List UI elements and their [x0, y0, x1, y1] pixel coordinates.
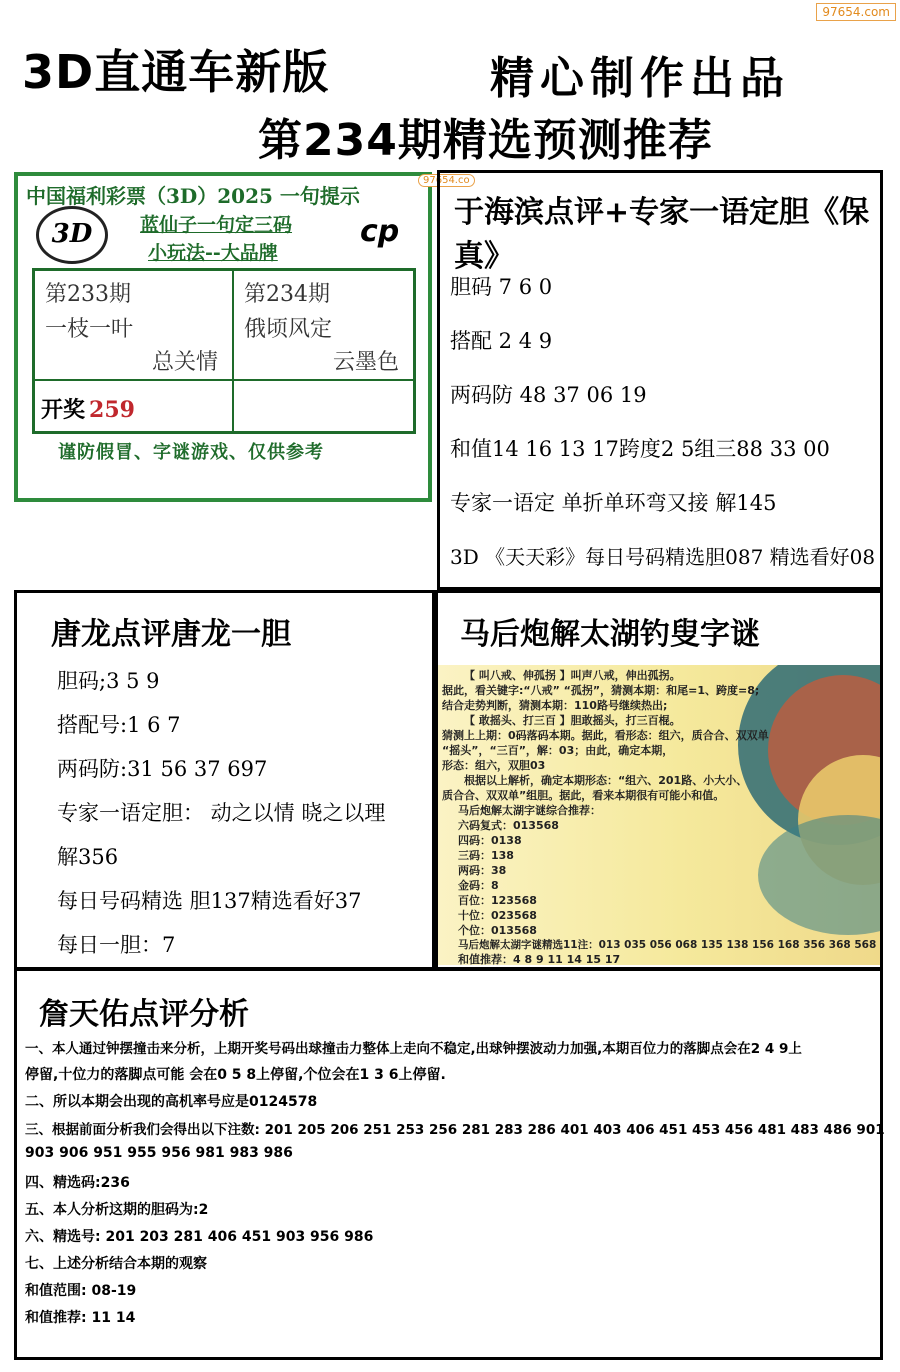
tang-line-2: 搭配号:1 6 7	[57, 713, 181, 737]
yu-line-2: 搭配 2 4 9	[450, 329, 553, 353]
zhan-line-11: 和值推荐: 11 14	[25, 1310, 136, 1326]
zhan-line-4: 三、根据前面分析我们会得出以下注数: 201 205 206 251 253 256 281 283 286 401 403 406 451 453 456 481 483 486 901	[25, 1122, 885, 1138]
site-watermark: 97654.com	[816, 3, 896, 21]
page-subtitle: 第234期精选预测推荐	[258, 115, 713, 166]
ma-line-15: 金码：8	[458, 879, 499, 892]
tang-line-7: 每日一胆：7	[57, 933, 176, 957]
curr-hint-a: 俄顷风定	[244, 317, 333, 342]
3d-logo-text: 3D	[51, 219, 93, 249]
tang-line-4: 专家一语定胆： 动之以情 晓之以理	[57, 801, 386, 825]
ma-line-6: “摇头”，“三百”，解：03；由此，确定本期，	[442, 744, 674, 757]
tang-line-1: 胆码;3 5 9	[57, 669, 160, 693]
zhan-line-1: 一、本人通过钟摆撞击来分析，上期开奖号码出球撞击力整体上走向不稳定,出球钟摆波动力加强,本期百位力的落脚点会在2 4 9上	[25, 1041, 802, 1057]
yu-line-3: 两码防 48 37 06 19	[450, 383, 647, 407]
prev-hint-a: 一枝一叶	[45, 317, 134, 342]
curr-period-label: 第234期	[244, 282, 330, 307]
ma-line-13: 三码：138	[458, 849, 514, 862]
zhan-line-2: 停留,十位力的落脚点可能 会在0 5 8上停留,个位会在1 3 6上停留.	[25, 1067, 446, 1083]
ma-line-14: 两码：38	[458, 864, 507, 877]
ma-line-3: 结合走势判断，猜测本期：110路号继续热出;	[442, 699, 668, 712]
curr-period-cell	[233, 270, 414, 380]
tang-long-section	[14, 590, 435, 970]
zhan-heading: 詹天佑点评分析	[39, 997, 249, 1032]
zhan-line-10: 和值范围: 08-19	[25, 1283, 137, 1299]
ma-line-20: 和值推荐：4 8 9 11 14 15 17	[458, 953, 621, 965]
tang-line-5: 解356	[57, 845, 119, 869]
page-title-left: 3D直通车新版	[22, 45, 330, 99]
ma-line-4: 【 敢摇头、打三百 】胆敢摇头，打三百棍。	[464, 714, 681, 727]
yu-line-6: 3D 《天天彩》每日号码精选胆087 精选看好08	[450, 545, 876, 569]
ma-line-2: 据此，看关键字:“八戒” “孤拐”，猜测本期：和尾=1、跨度=8;	[442, 684, 760, 697]
ma-line-12: 四码：0138	[458, 834, 522, 847]
card-header: 中国福利彩票（3D）2025 一句提示	[26, 184, 360, 208]
empty-cell	[233, 380, 414, 432]
card-tagline: 蓝仙子一句定三码	[140, 214, 293, 236]
ma-line-17: 十位：023568	[458, 909, 537, 922]
period-grid	[32, 268, 416, 434]
ma-line-11: 六码复式：013568	[458, 819, 559, 832]
riddle-panel	[438, 665, 880, 965]
ma-heading: 马后炮解太湖钓叟字谜	[460, 617, 760, 652]
ma-line-10: 马后炮解太湖字谜综合推荐：	[458, 804, 601, 817]
zhan-line-7: 五、本人分析这期的胆码为:2	[25, 1202, 209, 1218]
tang-heading: 唐龙点评唐龙一胆	[51, 617, 291, 652]
ma-line-7: 形态：组六，双胆03	[442, 759, 546, 772]
tang-line-6: 每日号码精选 胆137精选看好37	[57, 889, 362, 913]
curr-hint-b: 云墨色	[332, 350, 399, 375]
zhan-line-3: 二、所以本期会出现的高机率号应是0124578	[25, 1094, 318, 1110]
yu-line-5: 专家一语定 单折单环弯又接 解145	[450, 491, 777, 515]
yu-heading: 于海滨点评+专家一语定胆《保真》	[454, 195, 870, 274]
ma-line-5: 猜测上上期：0码落码本期。据此，看形态：组六，质合合、双双单	[442, 729, 769, 742]
yu-haibin-section	[437, 170, 883, 590]
yu-line-1: 胆码 7 6 0	[450, 275, 553, 299]
card-slogan: 小玩法--大品牌	[148, 242, 278, 264]
lottery-hint-card	[14, 172, 470, 502]
tang-line-3: 两码防:31 56 37 697	[57, 757, 268, 781]
page-title-right: 精心制作出品	[490, 53, 790, 104]
ma-line-16: 百位：123568	[458, 894, 537, 907]
ma-line-19: 马后炮解太湖字谜精选11注：013 035 056 068 135 138 156 168 356 368 568	[458, 939, 877, 951]
prev-period-label: 第233期	[45, 282, 131, 307]
ma-line-8: 根据以上解析，确定本期形态：“组六、201路、小大小、	[464, 774, 748, 787]
3d-logo-icon	[36, 206, 108, 264]
ma-line-1: 【 叫八戒、伸孤拐 】叫声八戒，伸出孤拐。	[464, 669, 681, 682]
zhan-line-9: 七、上述分析结合本期的观察	[25, 1256, 207, 1272]
draw-result-value: 259	[89, 397, 135, 423]
zhan-line-8: 六、精选号: 201 203 281 406 451 903 956 986	[25, 1229, 374, 1245]
prev-period-cell	[34, 270, 233, 380]
prev-hint-b: 总关情	[151, 350, 218, 375]
card-warning: 谨防假冒、字谜游戏、仅供参考	[58, 442, 324, 463]
yu-line-4: 和值14 16 13 17跨度2 5组三88 33 00	[450, 437, 830, 461]
card-watermark: 97654.co	[418, 174, 475, 187]
draw-result-cell	[34, 380, 233, 432]
zhan-line-5: 903 906 951 955 956 981 983 986	[25, 1145, 293, 1161]
decor-wave-shape-2	[758, 815, 880, 935]
ma-line-18: 个位：013568	[458, 924, 537, 937]
zhan-line-6: 四、精选码:236	[25, 1175, 130, 1191]
draw-result-label: 开奖	[41, 397, 86, 423]
zhan-tianyou-section	[14, 968, 883, 1360]
cp-brand-logo-icon: cp	[360, 214, 400, 249]
ma-line-9: 质合合、双双单”组胆。据此，看来本期很有可能小和值。	[442, 789, 725, 802]
ma-hou-pao-section	[435, 590, 883, 970]
